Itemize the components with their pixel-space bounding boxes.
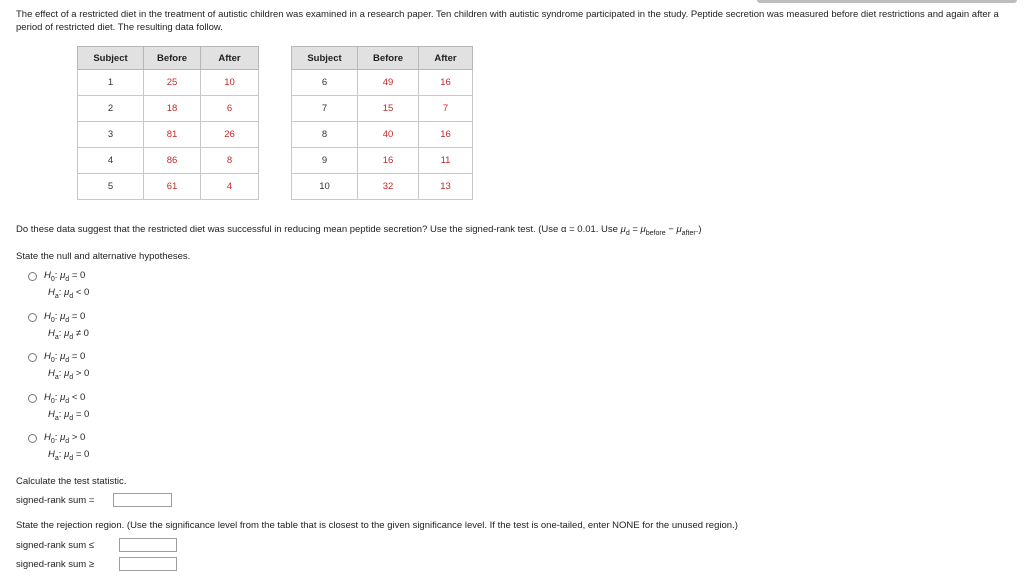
after-cell: 7: [419, 96, 473, 122]
lower-bound-label: signed-rank sum ≤: [16, 540, 95, 551]
mu-symbol: μ: [640, 224, 646, 235]
h-symbol: H: [48, 449, 55, 460]
h-symbol: H: [44, 270, 51, 281]
after-cell: 11: [419, 148, 473, 174]
mu-symbol: μ: [60, 311, 66, 322]
h-subscript: 0: [50, 437, 55, 445]
radio-button[interactable]: [28, 272, 37, 281]
upper-bound-input[interactable]: [119, 557, 177, 571]
table-row: [292, 174, 473, 200]
header-subject: Subject: [292, 47, 358, 70]
h-subscript: 0: [50, 397, 55, 405]
header-after: After: [419, 47, 473, 70]
h-symbol: H: [44, 351, 51, 362]
null-hypothesis: $H_0$: $\mu_d = 0$: [44, 270, 86, 283]
mu-subscript: d: [69, 454, 74, 462]
h0-relation: > 0: [71, 432, 86, 443]
mu-subscript: d: [69, 292, 74, 300]
subject-cell: 8: [292, 122, 358, 148]
test-statistic-prompt: Calculate the test statistic.: [16, 476, 127, 487]
before-cell: 25: [144, 70, 201, 96]
subject-cell: 4: [78, 148, 144, 174]
table-row: [78, 70, 259, 96]
h-symbol: H: [48, 409, 55, 420]
mu-symbol: μ: [60, 270, 66, 281]
mu-subscript: d: [65, 356, 70, 364]
mu-subscript: d: [65, 316, 70, 324]
signed-rank-sum-input[interactable]: [113, 493, 172, 507]
data-table-left: [77, 46, 259, 200]
subject-cell: 7: [292, 96, 358, 122]
mu-subscript: d: [65, 437, 70, 445]
subject-cell: 1: [78, 70, 144, 96]
before-cell: 81: [144, 122, 201, 148]
h-subscript: a: [54, 454, 59, 462]
mu-symbol: μ: [676, 224, 682, 235]
lower-bound-input[interactable]: [119, 538, 177, 552]
ha-relation: = 0: [75, 449, 90, 460]
table-row: [292, 96, 473, 122]
mu-symbol: μ: [64, 368, 70, 379]
mu-symbol: μ: [60, 432, 66, 443]
radio-button[interactable]: [28, 353, 37, 362]
question-text: [16, 224, 702, 237]
h-subscript: a: [54, 333, 59, 341]
before-cell: 32: [358, 174, 419, 200]
h-symbol: H: [48, 328, 55, 339]
header-after: After: [201, 47, 259, 70]
subject-cell: 5: [78, 174, 144, 200]
alt-hypothesis: $H_a$: $\mu_d < 0$: [48, 287, 90, 300]
mu-symbol: μ: [64, 287, 70, 298]
table-row: [78, 148, 259, 174]
h-subscript: 0: [50, 356, 55, 364]
h-subscript: 0: [50, 316, 55, 324]
after-cell: 26: [201, 122, 259, 148]
h0-relation: = 0: [71, 351, 86, 362]
h0-relation: = 0: [71, 270, 86, 281]
problem-intro: The effect of a restricted diet in the treatment of autistic children was examined in a research paper. Ten children with autistic syndrome participated in the study. Peptide secretion was measured before diet restrictions and again after a period of restricted diet. The resulting data follow.: [16, 9, 999, 33]
mu-subscript: d: [69, 373, 74, 381]
h-symbol: H: [44, 392, 51, 403]
before-cell: 49: [358, 70, 419, 96]
mu-symbol: μ: [60, 392, 66, 403]
before-cell: 61: [144, 174, 201, 200]
ha-relation: = 0: [75, 409, 90, 420]
header-before: Before: [358, 47, 419, 70]
mu-subscript: d: [69, 414, 74, 422]
alt-hypothesis: $H_a$: $\mu_d = 0$: [48, 409, 90, 422]
before-cell: 15: [358, 96, 419, 122]
ha-relation: > 0: [75, 368, 90, 379]
hypotheses-prompt: State the null and alternative hypotheses.: [16, 251, 191, 262]
table-row: [292, 148, 473, 174]
null-hypothesis: $H_0$: $\mu_d < 0$: [44, 392, 86, 405]
minus-sign: −: [665, 224, 677, 235]
signed-rank-sum-label: signed-rank sum =: [16, 495, 95, 506]
after-cell: 16: [419, 70, 473, 96]
h-subscript: a: [54, 373, 59, 381]
ha-relation: < 0: [75, 287, 90, 298]
mu-subscript: before: [645, 229, 666, 237]
subject-cell: 10: [292, 174, 358, 200]
mu-symbol: μ: [64, 328, 70, 339]
before-cell: 40: [358, 122, 419, 148]
mu-subscript: d: [69, 333, 74, 341]
subject-cell: 6: [292, 70, 358, 96]
after-cell: 8: [201, 148, 259, 174]
after-cell: 16: [419, 122, 473, 148]
mu-symbol: μ: [60, 351, 66, 362]
mu-subscript: d: [625, 229, 630, 237]
alt-hypothesis: $H_a$: $\mu_d > 0$: [48, 368, 90, 381]
null-hypothesis: $H_0$: $\mu_d = 0$: [44, 351, 86, 364]
after-cell: 13: [419, 174, 473, 200]
h-subscript: 0: [50, 275, 55, 283]
alt-hypothesis: $H_a$: $\mu_d = 0$: [48, 449, 90, 462]
mu-subscript: d: [65, 275, 70, 283]
header-subject: Subject: [78, 47, 144, 70]
equals-sign: =: [629, 224, 641, 235]
mu-subscript: after: [681, 229, 696, 237]
mu-symbol: μ: [620, 224, 626, 235]
radio-button[interactable]: [28, 394, 37, 403]
h-symbol: H: [44, 311, 51, 322]
before-cell: 16: [358, 148, 419, 174]
radio-button[interactable]: [28, 313, 37, 322]
subject-cell: 3: [78, 122, 144, 148]
h0-relation: < 0: [71, 392, 86, 403]
table-row: [78, 174, 259, 200]
h-subscript: a: [54, 292, 59, 300]
top-progress-bar: [757, 0, 1017, 3]
before-cell: 86: [144, 148, 201, 174]
before-cell: 18: [144, 96, 201, 122]
mu-symbol: μ: [64, 409, 70, 420]
table-row: [78, 122, 259, 148]
header-before: Before: [144, 47, 201, 70]
null-hypothesis: $H_0$: $\mu_d = 0$: [44, 311, 86, 324]
question-body: Do these data suggest that the restricted diet was successful in reducing mean peptide secretion? Use the signed-rank test. (Use α = 0.01. Use: [16, 224, 621, 235]
subject-cell: 2: [78, 96, 144, 122]
table-row: [292, 122, 473, 148]
question-close: .): [695, 224, 702, 235]
after-cell: 10: [201, 70, 259, 96]
null-hypothesis: $H_0$: $\mu_d > 0$: [44, 432, 86, 445]
table-row: [292, 70, 473, 96]
data-table-right: [291, 46, 473, 200]
h-subscript: a: [54, 414, 59, 422]
h-symbol: H: [48, 368, 55, 379]
rejection-region-prompt: State the rejection region. (Use the significance level from the table that is closest to the given significance level. If the test is one-tailed, enter NONE for the unused region.): [16, 520, 738, 531]
mu-subscript: d: [65, 397, 70, 405]
table-row: [78, 96, 259, 122]
h0-relation: = 0: [71, 311, 86, 322]
ha-relation: ≠ 0: [75, 328, 89, 339]
mu-symbol: μ: [64, 449, 70, 460]
h-symbol: H: [44, 432, 51, 443]
after-cell: 6: [201, 96, 259, 122]
upper-bound-label: signed-rank sum ≥: [16, 559, 95, 570]
alt-hypothesis: $H_a$: $\mu_d \ne 0$: [48, 328, 89, 341]
radio-button[interactable]: [28, 434, 37, 443]
h-symbol: H: [48, 287, 55, 298]
subject-cell: 9: [292, 148, 358, 174]
after-cell: 4: [201, 174, 259, 200]
